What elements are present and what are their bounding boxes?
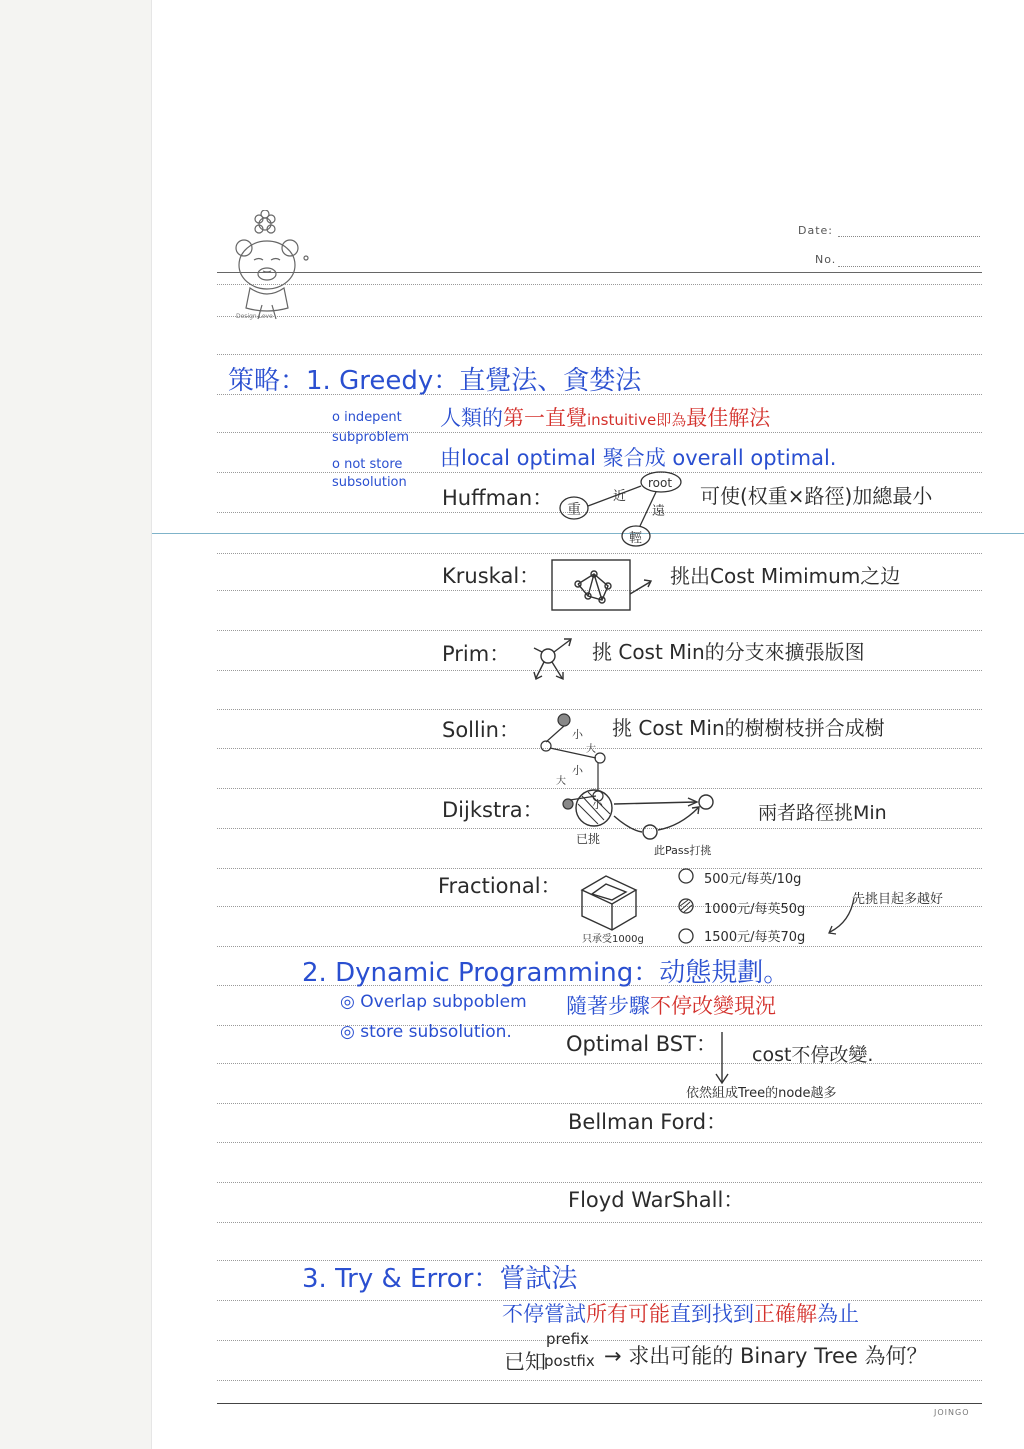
header-rule: [217, 272, 982, 273]
huffman-tree-diagram: [556, 470, 686, 550]
postfix-label: postfix: [544, 1352, 595, 1370]
huffman-node-heavy: 重: [567, 502, 581, 518]
dp-line-1-b: 不停改變現況: [650, 994, 776, 1018]
section-3-title: 3. Try & Error：嘗試法: [302, 1264, 578, 1294]
greedy-bullet-1: o indepent subproblem: [332, 410, 410, 445]
optimal-bst-label: Optimal BST：: [566, 1032, 717, 1056]
huffman-label: Huffman：: [442, 486, 554, 510]
dp-bullet-2-text: store subsolution.: [360, 1022, 512, 1042]
dijkstra-pass-label: 此Pass打挑: [654, 844, 712, 857]
dp-bullet-1-text: Overlap subpoblem: [360, 992, 527, 1012]
bear-mascot-icon: [232, 210, 312, 328]
optimal-bst-arrow: [710, 1030, 734, 1088]
dp-line-1: [566, 990, 776, 1020]
sollin-mark-1: 小: [572, 728, 583, 741]
brand-label: JOINGO: [934, 1408, 970, 1417]
dijkstra-selected-label: 已挑: [576, 832, 601, 846]
greedy-bullet-2: o not store subsolution: [332, 457, 407, 490]
try-error-line-1-b: 所有可能: [586, 1302, 670, 1326]
kruskal-graph-diagram: [550, 556, 670, 616]
try-error-line-1-d: 正確解: [754, 1302, 817, 1326]
optimal-bst-arrow-note: 依然組成Tree的node越多: [686, 1086, 837, 1101]
dp-bullet-1: ◎ Overlap subpoblem: [340, 992, 527, 1012]
page-bottom-rule: [217, 1403, 982, 1404]
sollin-note: 挑 Cost Min的樹樹枝拼合成樹: [612, 716, 885, 740]
try-error-line-2: → 求出可能的 Binary Tree 為何？: [604, 1344, 928, 1368]
huffman-node-far: 遠: [652, 504, 666, 519]
dp-bullet-2: ◎ store subsolution.: [340, 1022, 512, 1042]
greedy-line-1-d: 最佳解法: [686, 406, 771, 430]
sollin-mark-5: 小: [592, 798, 603, 811]
greedy-line-1-b: 第一直覺: [503, 406, 587, 430]
section-1-title: 策略：1. Greedy：直覺法、貪婪法: [228, 366, 642, 396]
greedy-line-1-a: 人類的: [440, 406, 503, 430]
knapsack-caption: 只承受1000g: [582, 934, 644, 945]
sollin-label: Sollin：: [442, 718, 520, 742]
huffman-note: 可使(权重×路徑)加總最小: [700, 484, 933, 508]
huffman-node-near: 近: [613, 489, 627, 504]
try-error-line-1-a: 不停嘗試: [502, 1302, 586, 1326]
fractional-item-2: 1000元/每英50g: [704, 902, 806, 917]
dp-line-1-a: 隨著步驟: [566, 994, 650, 1018]
sollin-mark-2: 大: [586, 744, 596, 755]
mascot-caption: Design Love: [236, 313, 273, 320]
try-error-line-1-e: 為止: [817, 1302, 859, 1326]
number-field-line: [838, 266, 980, 267]
fractional-label: Fractional：: [438, 874, 562, 898]
prim-label: Prim：: [442, 642, 511, 666]
sollin-mark-4: 大: [556, 776, 566, 787]
greedy-line-1-c: instuitive即為: [587, 411, 687, 429]
floyd-warshall-label: Floyd WarShall：: [568, 1188, 745, 1212]
try-error-known-label: 已知: [504, 1350, 546, 1374]
fractional-note: 先挑目起多越好: [852, 892, 944, 907]
sollin-mark-3: 小: [572, 764, 583, 777]
number-label: No.: [815, 253, 837, 266]
prim-note: 挑 Cost Min的分支來擴張版图: [592, 640, 865, 664]
bellman-ford-label: Bellman Ford：: [568, 1110, 728, 1134]
dijkstra-label: Dijkstra：: [442, 798, 544, 822]
date-field-line: [838, 236, 980, 237]
date-label: Date:: [798, 224, 833, 237]
huffman-node-light: 輕: [629, 531, 643, 546]
prefix-label: prefix: [546, 1330, 589, 1348]
dijkstra-note: 兩者路徑挑Min: [758, 802, 887, 824]
try-error-line-1-c: 直到找到: [670, 1302, 754, 1326]
knapsack-box-icon: [576, 870, 646, 934]
section-2-title: 2. Dynamic Programming：动態規劃。: [302, 958, 790, 988]
greedy-line-2: 由local optimal 聚合成 overall optimal.: [440, 446, 837, 470]
fractional-item-3: 1500元/每英70g: [704, 930, 806, 945]
optimal-bst-note: cost不停改變.: [752, 1044, 874, 1066]
try-error-line-1: [502, 1298, 859, 1328]
kruskal-note: 挑出Cost Mimimum之边: [670, 564, 901, 588]
fractional-items-icons: [672, 860, 702, 944]
fractional-item-1: 500元/每英/10g: [704, 872, 802, 887]
prim-branch-diagram: [530, 630, 580, 686]
greedy-line-1: [440, 402, 770, 432]
huffman-node-root: root: [648, 476, 673, 490]
kruskal-label: Kruskal：: [442, 564, 541, 588]
